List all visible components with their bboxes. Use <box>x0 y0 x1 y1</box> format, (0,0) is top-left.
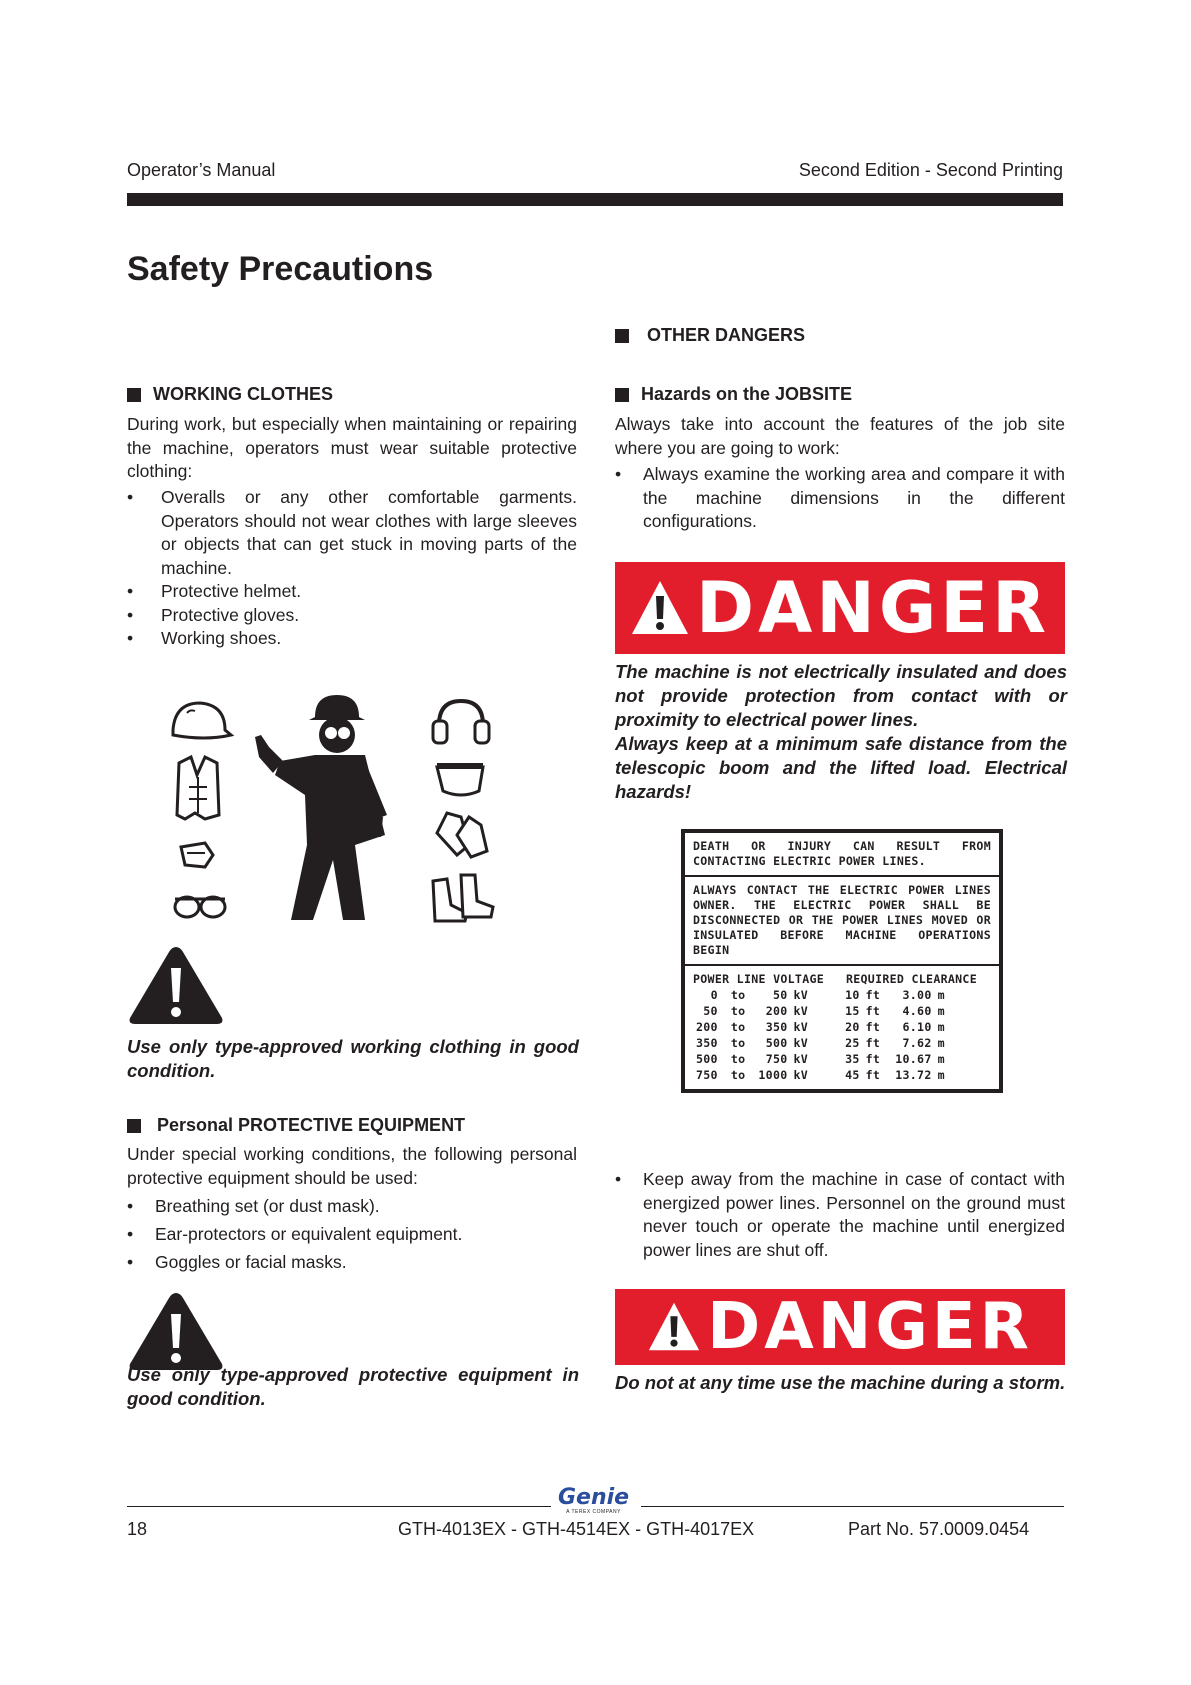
list-item: • Always examine the working area and compare it with the machine dimensions in the different configurations. <box>615 463 1065 534</box>
power-line-sign <box>681 829 1003 1093</box>
worker-figure-icon <box>255 695 387 920</box>
warning-triangle-icon <box>127 944 225 1026</box>
table-cell: 10 <box>845 988 860 1002</box>
table-cell: ft <box>865 1020 881 1034</box>
voltage-header: POWER LINE VOLTAGE <box>693 972 825 986</box>
danger1-text2: Always keep at a minimum safe distance from the telescopic boom and the lifted load. Electrical hazards! <box>615 733 1067 802</box>
ppe-warning: Use only type-approved protective equipment in good condition. <box>127 1364 579 1409</box>
table-cell: to <box>730 1004 746 1018</box>
header-rule <box>127 193 1063 206</box>
jobsite-list <box>615 463 1065 534</box>
warning-triangle-icon <box>647 1301 701 1353</box>
list-item: • Goggles or facial masks. <box>127 1248 577 1276</box>
footer-rule-left <box>127 1506 551 1507</box>
goggles-icon <box>175 897 225 917</box>
table-cell: 200 <box>696 1020 718 1034</box>
table-row <box>693 1035 948 1051</box>
voltage-table <box>693 987 948 1083</box>
working-clothes-heading: WORKING CLOTHES <box>127 384 333 405</box>
table-cell: 50 <box>772 988 788 1002</box>
danger-label: DANGER <box>695 567 1051 649</box>
square-bullet-icon <box>615 329 629 343</box>
ear-protector-icon <box>433 701 489 743</box>
boots-icon <box>433 875 493 921</box>
sign-line2: ALWAYS CONTACT THE ELECTRIC POWER LINES OWNER. THE ELECTRIC POWER SHALL BE DISCONNECTED OR THE POWER LINES MOVED OR INSULATED BEFORE MACHINE OPERATIONS BEGIN <box>685 877 999 966</box>
danger-banner <box>615 1289 1065 1365</box>
table-row <box>693 1051 948 1067</box>
table-cell: to <box>730 1052 746 1066</box>
table-cell: kV <box>793 1036 809 1050</box>
clearance-header: REQUIRED CLEARANCE <box>845 972 977 986</box>
table-cell: kV <box>793 1068 809 1082</box>
footer-part-no: Part No. 57.0009.0454 <box>848 1519 1030 1539</box>
table-cell: 20 <box>845 1020 860 1034</box>
table-cell: 25 <box>845 1036 860 1050</box>
sign-line1: DEATH OR INJURY CAN RESULT FROM CONTACTING ELECTRIC POWER LINES. <box>685 833 999 877</box>
header-left: Operator’s Manual <box>127 160 276 180</box>
table-cell: ft <box>865 1052 881 1066</box>
keep-away-list <box>615 1168 1065 1262</box>
table-cell: ft <box>865 1068 881 1082</box>
list-item: • Protective gloves. <box>127 604 577 628</box>
table-cell: m <box>937 1036 945 1050</box>
jobsite-intro: Always take into account the features of the job site where you are going to work: <box>615 414 1065 458</box>
table-cell: 500 <box>765 1036 788 1050</box>
table-cell: 350 <box>696 1036 718 1050</box>
working-clothes-list <box>127 486 577 651</box>
square-bullet-icon <box>127 1119 141 1133</box>
working-clothes-warning: Use only type-approved working clothing in good condition. <box>127 1036 579 1081</box>
table-cell: 6.10 <box>902 1020 932 1034</box>
footer-models: GTH-4013EX - GTH-4514EX - GTH-4017EX <box>398 1519 755 1539</box>
ppe-intro: Under special working conditions, the following personal protective equipment should be used: <box>127 1144 577 1188</box>
table-cell: 750 <box>765 1052 788 1066</box>
header-right: Second Edition - Second Printing <box>798 160 1063 180</box>
list-item: • Overalls or any other comfortable garments. Operators should not wear clothes with large sleeves or objects that can get stuck in moving parts of the machine. <box>127 486 577 580</box>
table-cell: 350 <box>765 1020 788 1034</box>
table-cell: to <box>730 1036 746 1050</box>
square-bullet-icon <box>615 388 629 402</box>
warning-triangle-icon <box>630 579 690 637</box>
square-bullet-icon <box>127 388 141 402</box>
dust-mask-icon <box>181 843 213 867</box>
table-cell: to <box>730 1068 746 1082</box>
table-cell: 50 <box>703 1004 718 1018</box>
table-cell: kV <box>793 1020 809 1034</box>
table-cell: 200 <box>765 1004 788 1018</box>
table-cell: 4.60 <box>902 1004 932 1018</box>
jobsite-heading: Hazards on the JOBSITE <box>615 384 852 405</box>
table-row <box>693 987 948 1003</box>
list-item: • Protective helmet. <box>127 580 577 604</box>
table-row <box>693 1067 948 1083</box>
warning-triangle-icon <box>127 1290 225 1372</box>
table-cell: ft <box>865 1004 881 1018</box>
list-item: • Ear-protectors or equivalent equipment. <box>127 1220 577 1248</box>
table-cell: to <box>730 1020 746 1034</box>
table-cell: 1000 <box>758 1068 788 1082</box>
table-cell: 35 <box>845 1052 860 1066</box>
table-cell: 3.00 <box>902 988 932 1002</box>
table-row <box>693 1019 948 1035</box>
danger1-text: The machine is not electrically insulated and does not provide protection from contact with or proximity to electrical power lines. <box>615 661 1067 730</box>
table-cell: 750 <box>696 1068 718 1082</box>
helmet-icon <box>173 703 231 738</box>
face-shield-icon <box>437 763 483 795</box>
table-cell: m <box>937 1004 945 1018</box>
danger-banner <box>615 562 1065 654</box>
table-cell: kV <box>793 1052 809 1066</box>
protective-clothing-illustration <box>165 695 525 935</box>
danger-label: DANGER <box>707 1290 1033 1364</box>
list-item: • Working shoes. <box>127 627 577 651</box>
other-dangers-heading: OTHER DANGERS <box>615 325 805 346</box>
table-cell: 13.72 <box>895 1068 932 1082</box>
genie-logo: Genie A TEREX COMPANY <box>558 1485 630 1515</box>
danger2-text: Do not at any time use the machine during a storm. <box>615 1372 1066 1393</box>
table-cell: m <box>937 1068 945 1082</box>
table-cell: 7.62 <box>902 1036 932 1050</box>
table-cell: m <box>937 988 945 1002</box>
working-clothes-intro: During work, but especially when maintaining or repairing the machine, operators must wear suitable protective clothing: <box>127 414 577 481</box>
page-number: 18 <box>127 1519 148 1539</box>
table-cell: to <box>730 988 746 1002</box>
page-title: Safety Precautions <box>127 250 434 288</box>
table-cell: m <box>937 1020 945 1034</box>
table-cell: ft <box>865 988 881 1002</box>
table-cell: kV <box>793 988 809 1002</box>
table-cell: 45 <box>845 1068 860 1082</box>
table-cell: 0 <box>710 988 718 1002</box>
table-cell: ft <box>865 1036 881 1050</box>
gloves-icon <box>437 813 487 857</box>
ppe-list <box>127 1192 577 1276</box>
list-item: • Keep away from the machine in case of contact with energized power lines. Personnel on the ground must never touch or operate the machine until energized power lines are shut off. <box>615 1168 1065 1262</box>
ppe-heading: Personal PROTECTIVE EQUIPMENT <box>127 1115 465 1136</box>
table-cell: kV <box>793 1004 809 1018</box>
table-cell: 15 <box>845 1004 860 1018</box>
table-row <box>693 1003 948 1019</box>
footer-rule-right <box>641 1506 1064 1507</box>
sign-voltage-table <box>685 966 999 1089</box>
vest-icon <box>177 757 219 819</box>
table-cell: m <box>937 1052 945 1066</box>
table-cell: 10.67 <box>895 1052 932 1066</box>
table-cell: 500 <box>696 1052 718 1066</box>
list-item: • Breathing set (or dust mask). <box>127 1192 577 1220</box>
